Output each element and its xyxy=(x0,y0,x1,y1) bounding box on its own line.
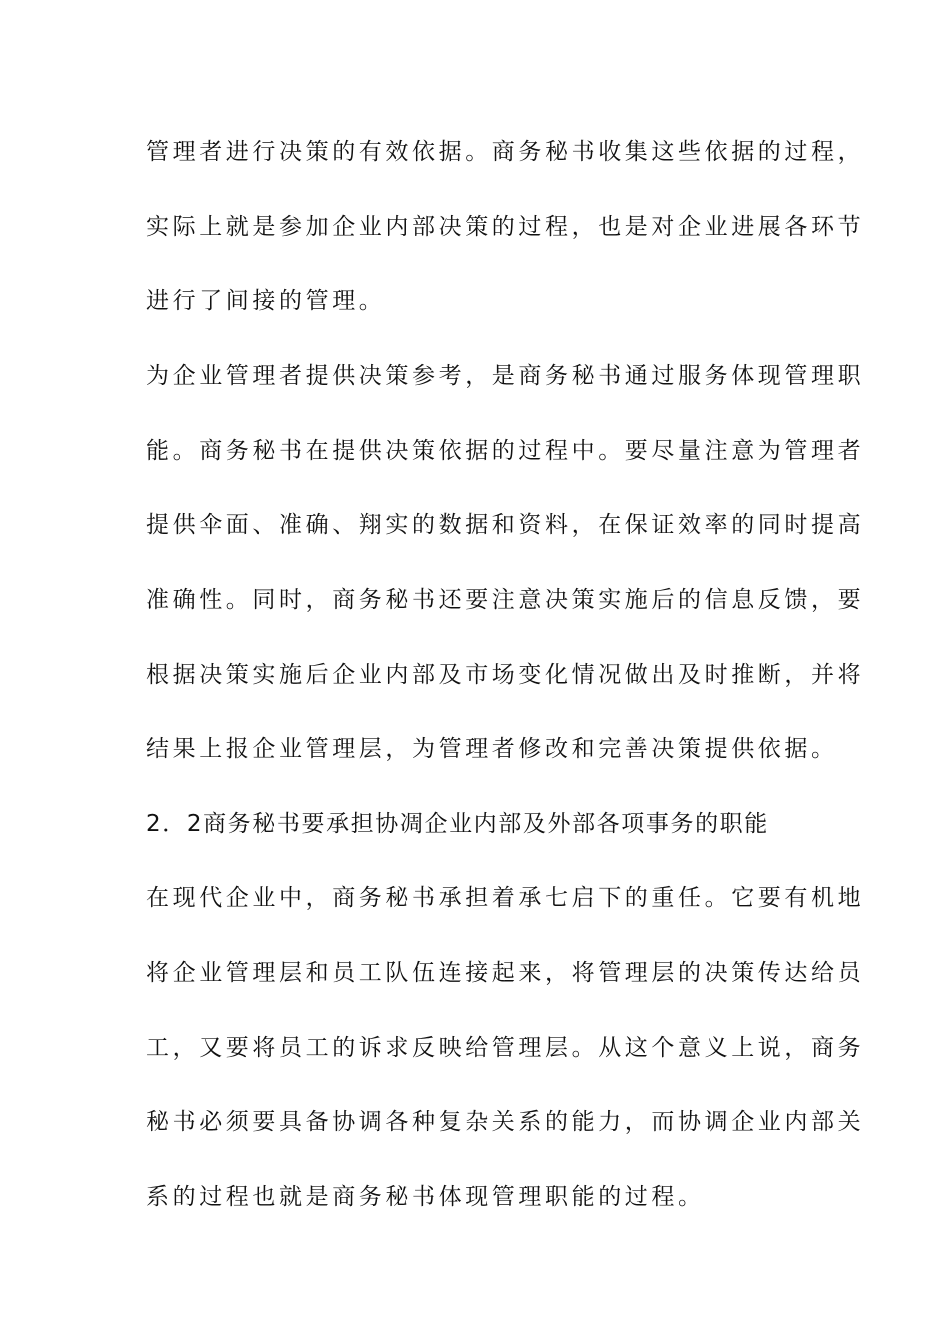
text-line: 提供伞面、准确、翔实的数据和资料，在保证效率的同时提高 xyxy=(146,512,865,538)
text-line: 为企业管理者提供决策参考，是商务秘书通过服务体现管理职 xyxy=(146,363,865,389)
text-line: 将企业管理层和员工队伍连接起来，将管理层的决策传达给员 xyxy=(146,960,865,986)
section-heading: 2．2商务秘书要承担协凋企业内部及外部各项事务的职能 xyxy=(146,811,769,837)
text-line: 系的过程也就是商务秘书体现管理职能的过程。 xyxy=(146,1184,705,1210)
text-line: 能。商务秘书在提供决策依据的过程中。要尽量注意为管理者 xyxy=(146,438,865,464)
text-line: 进行了间接的管理。 xyxy=(146,288,386,314)
text-line: 在现代企业中，商务秘书承担着承七启下的重任。它要有机地 xyxy=(146,885,865,911)
text-line: 根据决策实施后企业内部及市场变化情况做出及时推断，并将 xyxy=(146,662,865,688)
text-line: 秘书必须要具备协调各种复杂关系的能力，而协调企业内部关 xyxy=(146,1109,865,1135)
text-line: 管理者进行决策的有效依据。商务秘书收集这些依据的过程， xyxy=(146,139,865,165)
text-line: 实际上就是参加企业内部决策的过程，也是对企业进展各环节 xyxy=(146,214,865,240)
text-line: 工，又要将员工的诉求反映给管理层。从这个意义上说，商务 xyxy=(146,1035,865,1061)
text-line: 结果上报企业管理层，为管理者修改和完善决策提供依据。 xyxy=(146,736,838,762)
text-line: 准确性。同时，商务秘书还要注意决策实施后的信息反馈，要 xyxy=(146,587,865,613)
